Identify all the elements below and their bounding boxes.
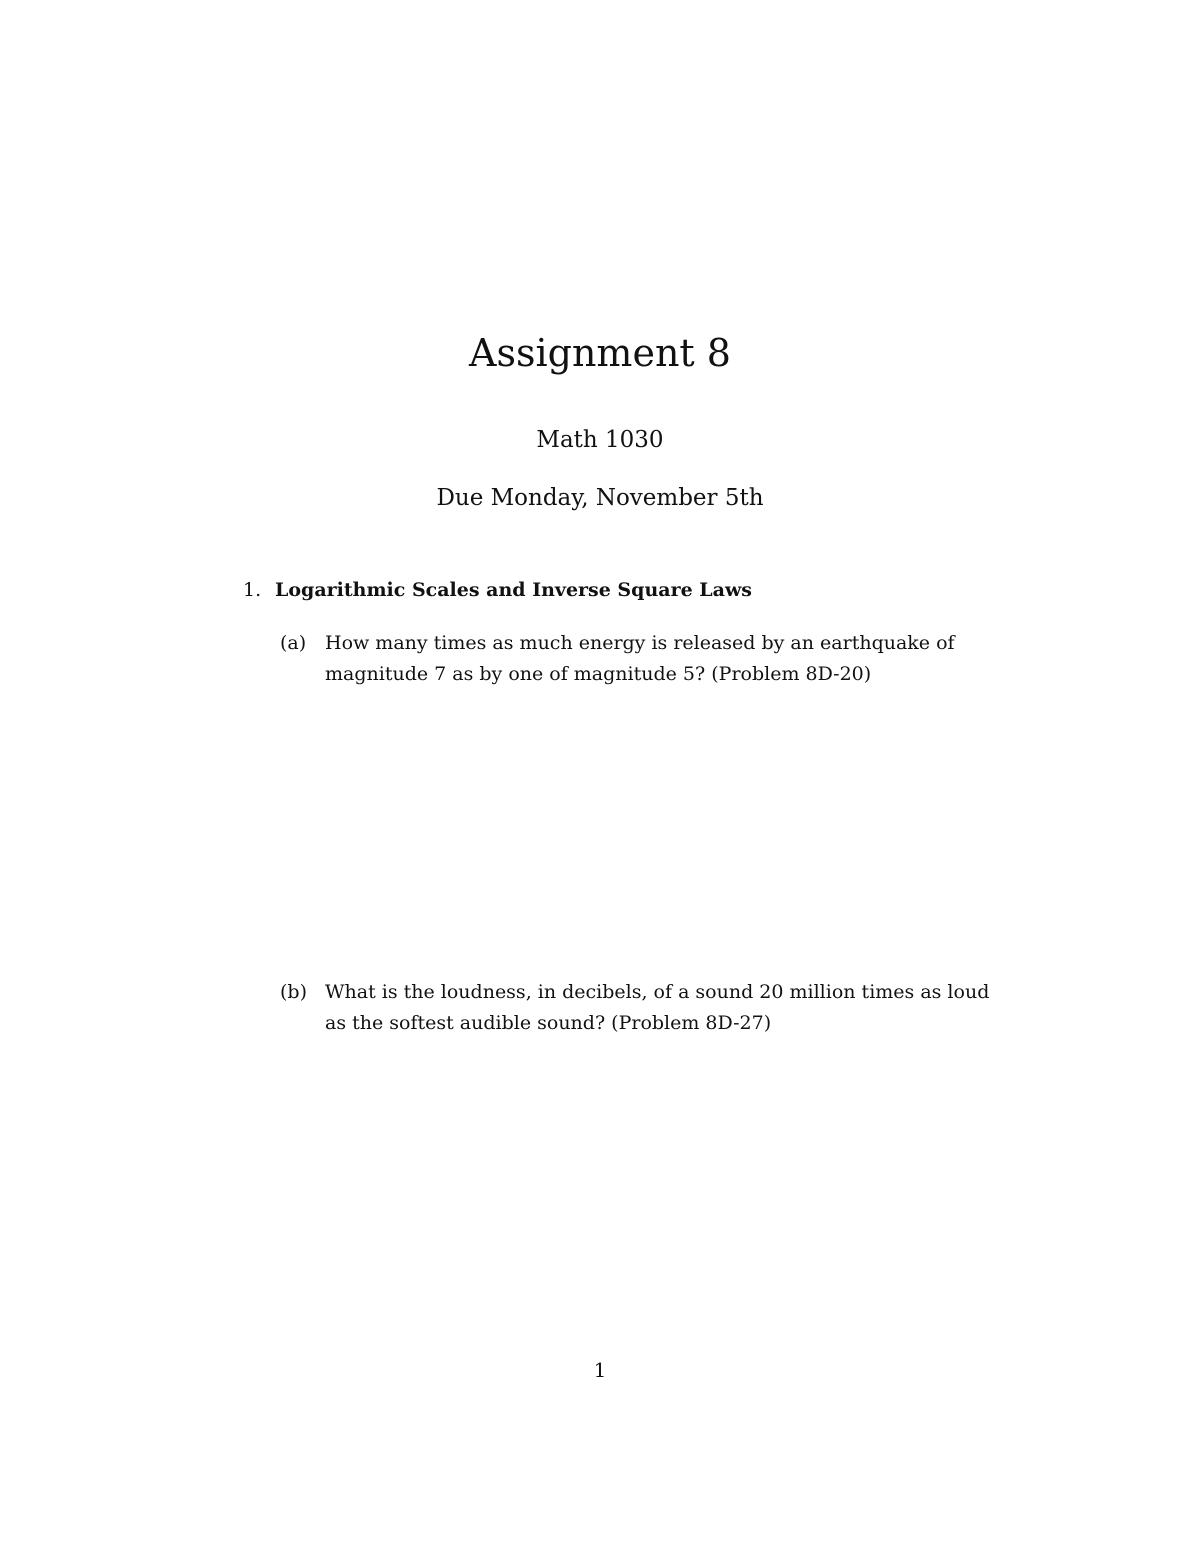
problem-item — [280, 977, 1000, 1039]
due-date: Due Monday, November 5th — [436, 485, 764, 511]
problem-label: (a) — [280, 632, 307, 654]
problem-text: How many times as much energy is released by an earthquake of magnitude 7 as by one of magnitude 5? (Problem 8D-20) — [325, 632, 955, 685]
section-header — [243, 575, 752, 605]
page-number: 1 — [593, 1358, 607, 1382]
problem-text: What is the loudness, in decibels, of a sound 20 million times as loud as the softest audible sound? (Problem 8D-27) — [325, 981, 990, 1034]
course-name: Math 1030 — [536, 427, 664, 453]
problem-item — [280, 628, 1000, 690]
page-title: Assignment 8 — [469, 331, 731, 375]
section-number: 1. — [243, 579, 262, 601]
section-heading: Logarithmic Scales and Inverse Square Laws — [275, 579, 753, 601]
problem-label: (b) — [280, 981, 307, 1003]
